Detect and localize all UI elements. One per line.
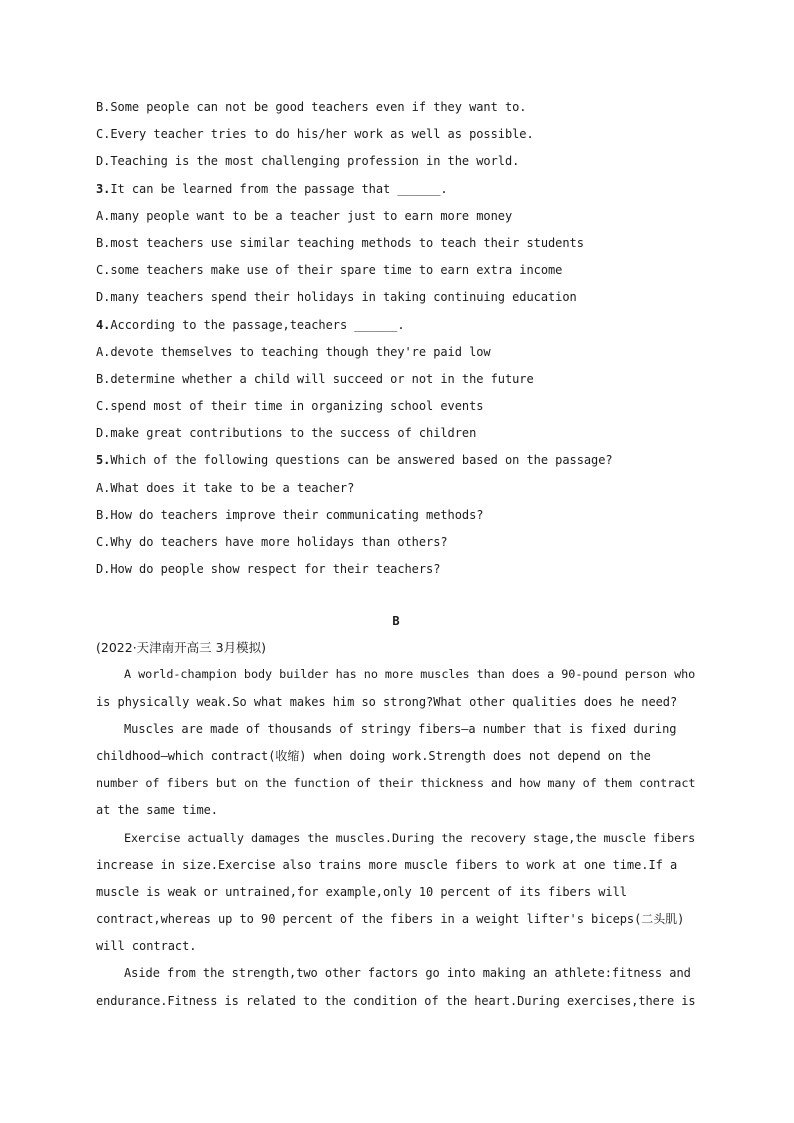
section-b-title: B bbox=[392, 614, 400, 629]
q2-option-c: C.Every teacher tries to do his/her work as well as possible. bbox=[96, 127, 534, 142]
q5-option-a: A.What does it take to be a teacher? bbox=[96, 480, 355, 495]
paragraph-3-line: muscle is weak or untrained,for example,only 10 percent of its fibers will bbox=[96, 884, 627, 899]
q3-stem bbox=[96, 176, 696, 203]
q3-option-d: D.many teachers spend their holidays in taking continuing education bbox=[96, 290, 577, 305]
q4-number: 4. bbox=[96, 317, 111, 332]
paragraph-3-line: Exercise actually damages the muscles.During the recovery stage,the muscle fibers bbox=[124, 830, 696, 845]
paragraph-2-line: Muscles are made of thousands of stringy fibers—a number that is fixed during bbox=[124, 721, 677, 736]
q5-option-b: B.How do teachers improve their communicating methods? bbox=[96, 507, 484, 522]
q2-option-b: B.Some people can not be good teachers even if they want to. bbox=[96, 100, 527, 114]
q5-stem bbox=[96, 447, 696, 474]
paragraph-4-line: endurance.Fitness is related to the condition of the heart.During exercises,there is bbox=[96, 993, 696, 1008]
q4-option-c: C.spend most of their time in organizing school events bbox=[96, 399, 484, 414]
q4-stem-text: According to the passage,teachers ______. bbox=[110, 317, 405, 332]
paragraph-2-line: at the same time. bbox=[96, 803, 218, 818]
q5-option-d: D.How do people show respect for their teachers? bbox=[96, 562, 441, 577]
q3-number: 3. bbox=[96, 181, 111, 196]
q3-option-c: C.some teachers make use of their spare time to earn extra income bbox=[96, 263, 563, 278]
q4-stem bbox=[96, 312, 696, 339]
q3-option-b: B.most teachers use similar teaching methods to teach their students bbox=[96, 235, 584, 250]
q5-stem-text: Which of the following questions can be answered based on the passage? bbox=[110, 453, 613, 468]
paragraph-2-line: childhood—which contract(收缩) when doing work.Strength does not depend on the bbox=[96, 748, 651, 763]
paragraph-3-line: increase in size.Exercise also trains more muscle fibers to work at one time.If a bbox=[96, 857, 678, 872]
q5-option-c: C.Why do teachers have more holidays than others? bbox=[96, 535, 448, 549]
paragraph-1-line: A world-champion body builder has no more muscles than does a 90-pound person who bbox=[124, 667, 696, 682]
section-b-source: (2022·天津南开高三 3月模拟) bbox=[96, 640, 266, 656]
paragraph-1-line: is physically weak.So what makes him so strong?What other qualities does he need? bbox=[96, 694, 678, 709]
q4-option-d: D.make great contributions to the success of children bbox=[96, 426, 477, 441]
q3-stem-text: It can be learned from the passage that ______. bbox=[110, 181, 448, 196]
q4-option-a: A.devote themselves to teaching though they're paid low bbox=[96, 344, 491, 359]
paragraph-3-line: contract,whereas up to 90 percent of the fibers in a weight lifter's biceps(二头肌) bbox=[96, 912, 685, 927]
q4-option-b: B.determine whether a child will succeed or not in the future bbox=[96, 371, 534, 386]
q3-option-a: A.many people want to be a teacher just to earn more money bbox=[96, 208, 513, 223]
q5-number: 5. bbox=[96, 453, 111, 468]
paragraph-2-line: number of fibers but on the function of their thickness and how many of them contract bbox=[96, 776, 696, 791]
q2-option-d: D.Teaching is the most challenging profession in the world. bbox=[96, 154, 520, 169]
document-page bbox=[96, 94, 696, 1015]
paragraph-3-line: will contract. bbox=[96, 939, 197, 954]
paragraph-4-line: Aside from the strength,two other factors go into making an athlete:fitness and bbox=[124, 966, 691, 981]
